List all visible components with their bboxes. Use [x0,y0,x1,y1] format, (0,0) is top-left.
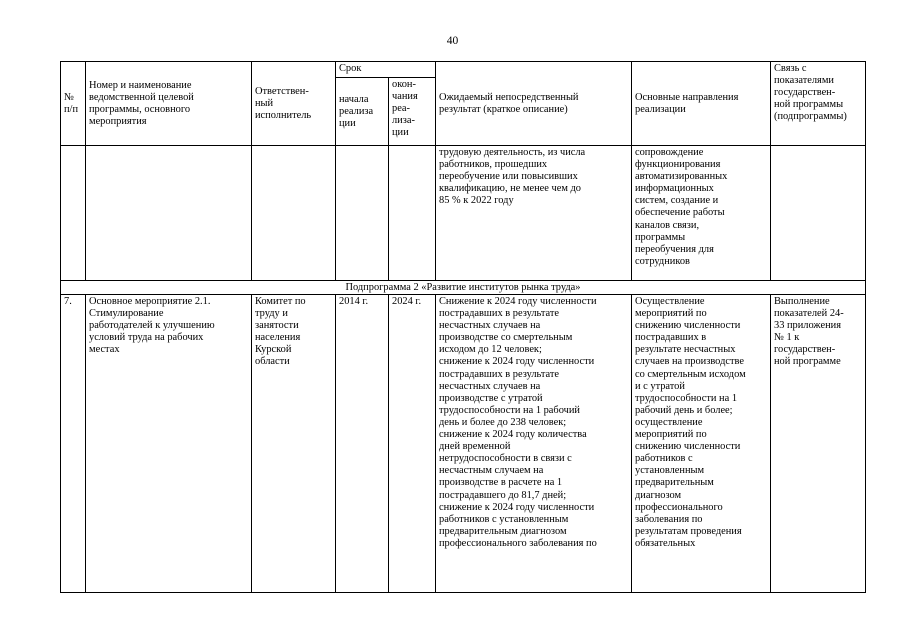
header-term-start: начала реализа ции [336,78,389,146]
row7-result: Снижение к 2024 году численности пострадавших в результате несчастных случаев на производстве со смертельным исходом до 12 человек; снижение к 2024 году численности пострадавших в результате несчастных случаев на производстве с утратой трудоспособности на 1 рабочий день и более до 238 человек; снижение к 2024 году количества дней временной нетрудоспособности в связи с несчастным случаем на производстве в расчете на 1 пострадавшего до 81,7 дней; снижение к 2024 году численности работников с установленным предварительным диагнозом профессионального заболевания по [436,295,632,593]
subprogram-title: Подпрограмма 2 «Развитие институтов рынка труда» [61,281,866,295]
row7-num: 7. [61,295,86,593]
cont-program-cell [86,146,252,281]
cont-num-cell [61,146,86,281]
page-number: 40 [446,35,459,47]
header-result: Ожидаемый непосредственный результат (краткое описание) [436,62,632,146]
cont-link-cell [771,146,866,281]
header-program: Номер и наименование ведомственной целевой программы, основного мероприятия [86,62,252,146]
header-term-end: окон- чания реа- лиза- ции [389,78,436,146]
program-table [60,61,865,593]
header-link: Связь с показателями государствен- ной программы (подпрограммы) [771,62,866,146]
row7-program: Основное мероприятие 2.1. Стимулирование работодателей к улучшению условий труда на рабочих местах [86,295,252,593]
header-num: № п/п [61,62,86,146]
continuation-row [61,146,866,281]
cont-responsible-cell [252,146,336,281]
table-row-7 [61,295,866,593]
header-row-1 [61,62,866,78]
cont-directions-cell: сопровождение функционирования автоматизированных информационных систем, создание и обеспечение работы каналов связи, программы переобучения для сотрудников [632,146,771,281]
cont-start-cell [336,146,389,281]
subprogram-row [61,281,866,295]
header-responsible: Ответствен- ный исполнитель [252,62,336,146]
cont-result-cell: трудовую деятельность, из числа работников, прошедших переобучение или повысивших квалификацию, не менее чем до 85 % к 2022 году [436,146,632,281]
row7-end: 2024 г. [389,295,436,593]
header-term: Срок [336,62,436,78]
row7-link: Выполнение показателей 24- 33 приложения № 1 к государствен- ной программе [771,295,866,593]
cont-end-cell [389,146,436,281]
header-directions: Основные направления реализации [632,62,771,146]
row7-responsible: Комитет по труду и занятости населения Курской области [252,295,336,593]
row7-start: 2014 г. [336,295,389,593]
row7-directions: Осуществление мероприятий по снижению численности пострадавших в результате несчастных случаев на производстве со смертельным исходом и с утратой трудоспособности на 1 рабочий день и более; осуществление мероприятий по снижению численности работников с установленным предварительным диагнозом профессионального заболевания по результатам проведения обязательных [632,295,771,593]
